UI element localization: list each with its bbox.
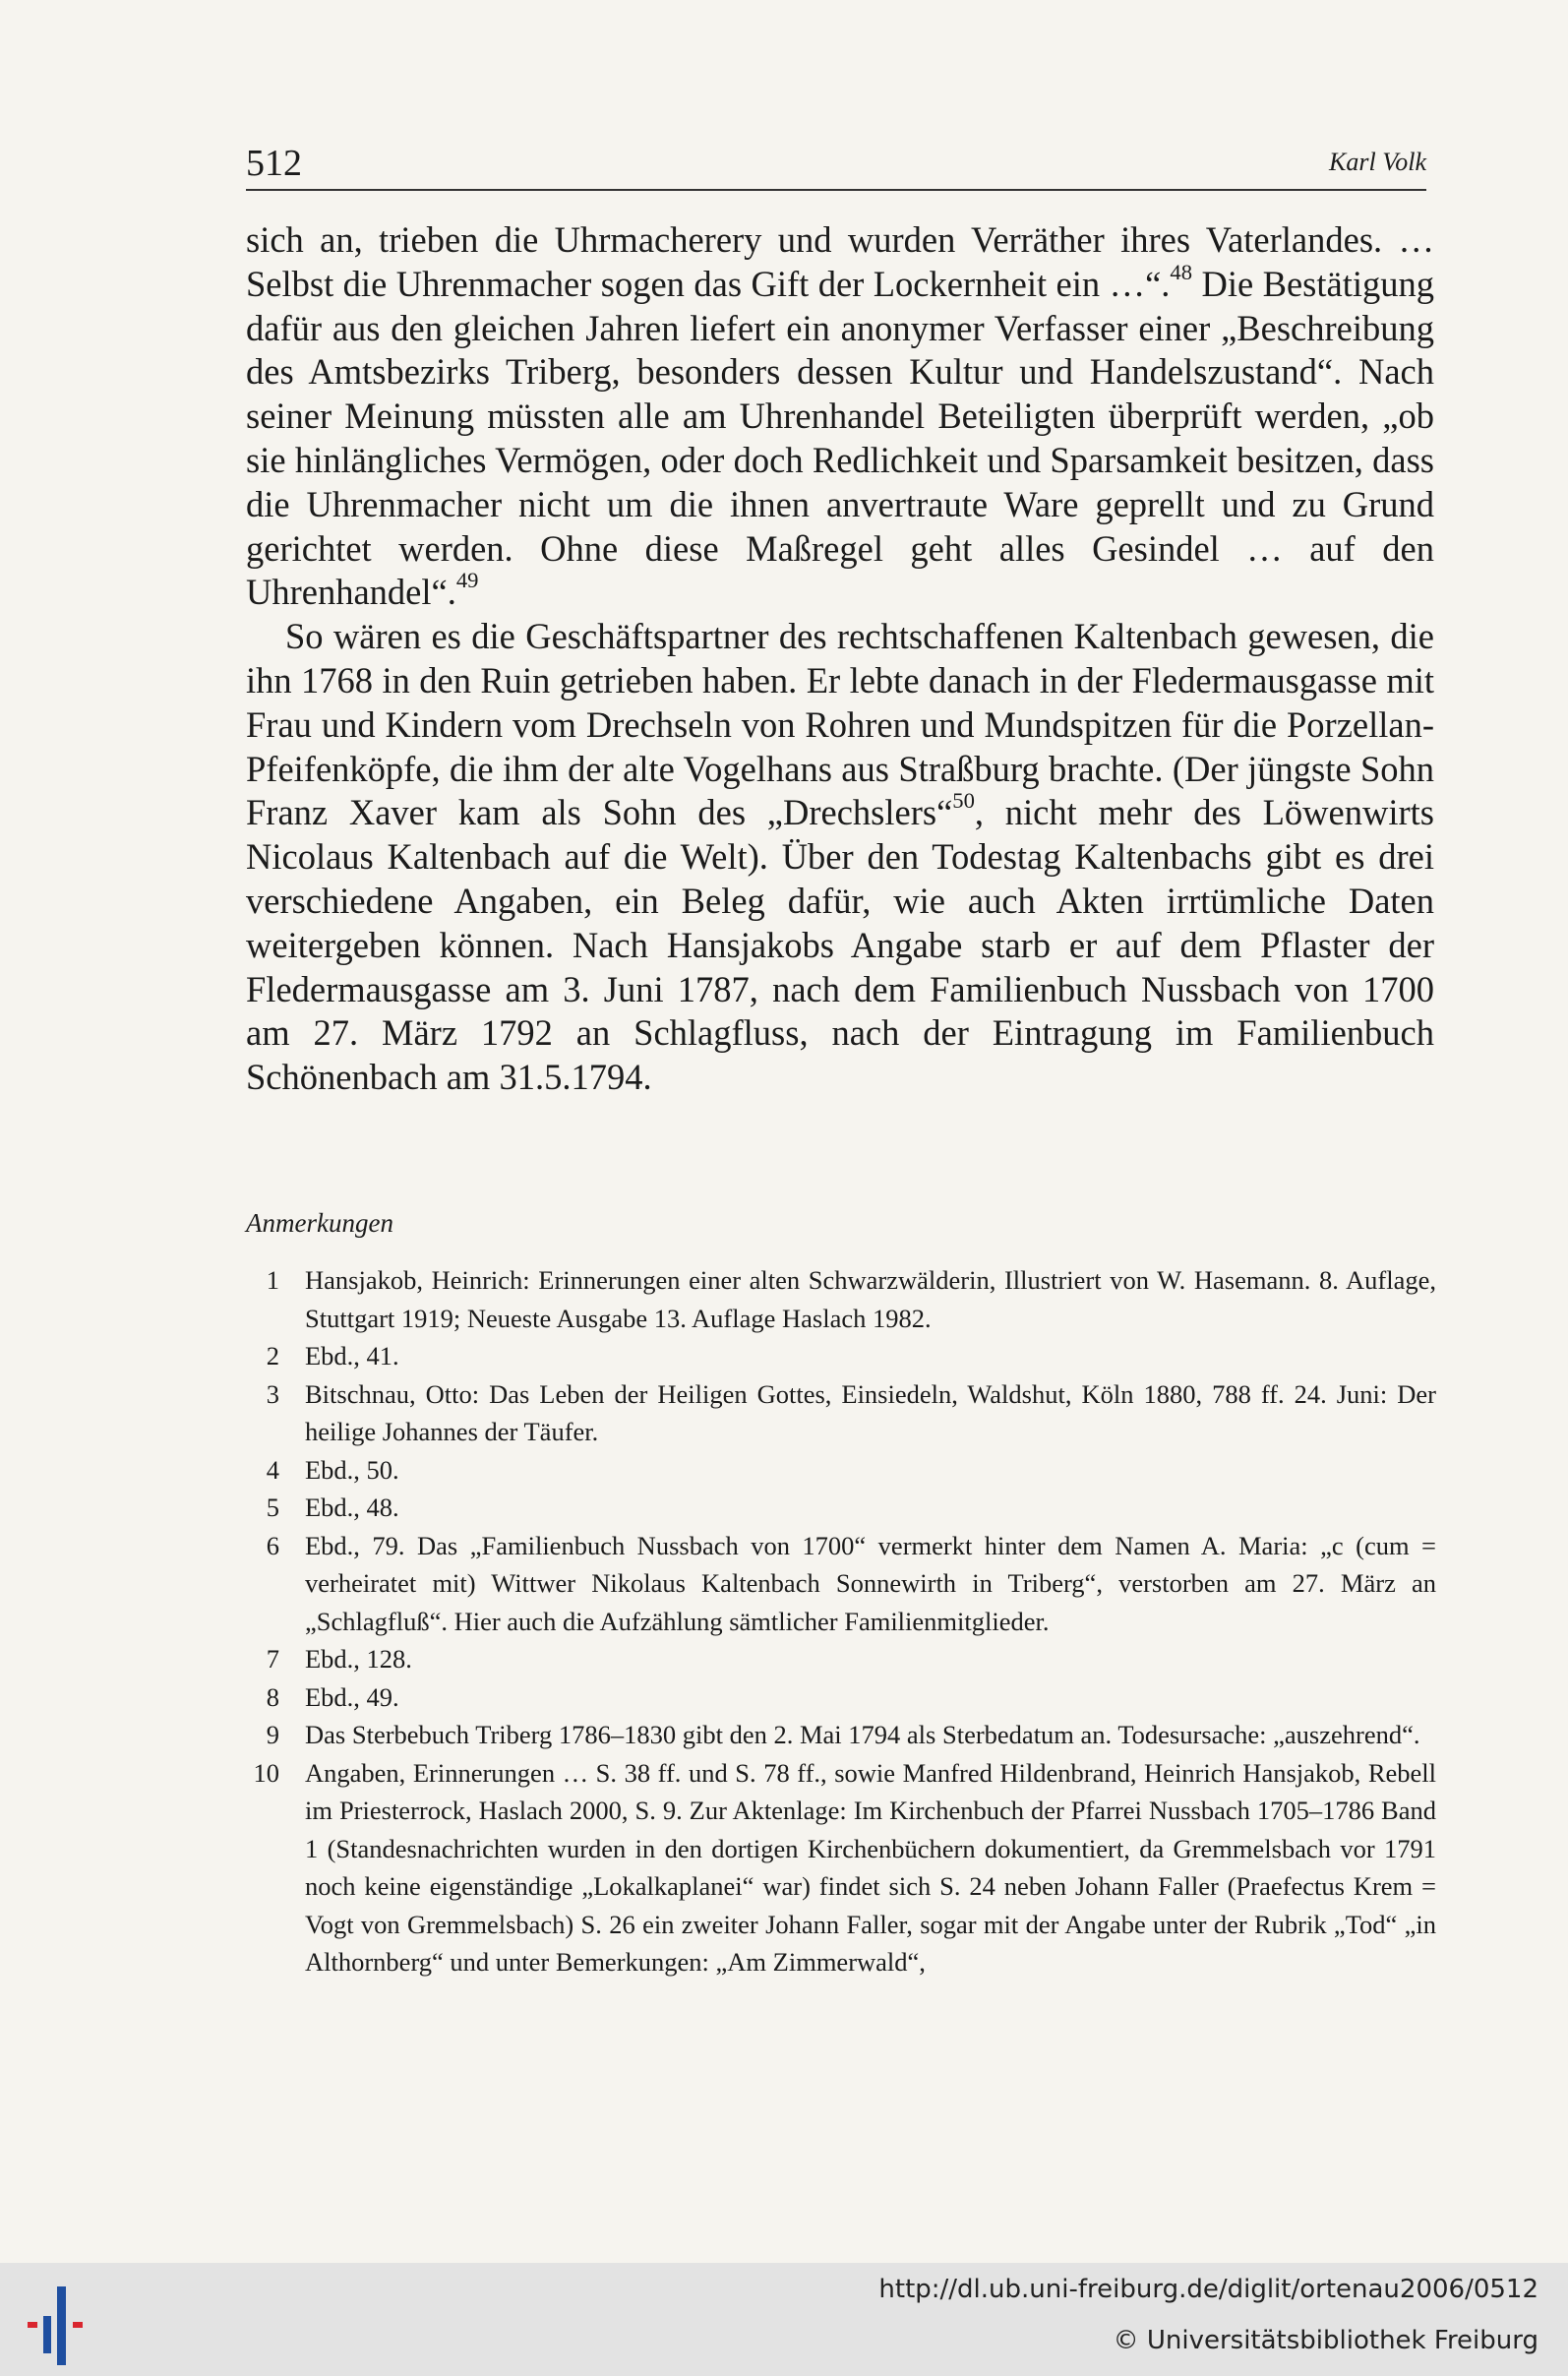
note-text: Ebd., 41. (305, 1341, 399, 1371)
note-item (246, 1337, 1436, 1375)
footnote-ref-50[interactable]: 50 (952, 788, 975, 814)
note-item (246, 1678, 1436, 1717)
paragraph-1 (246, 218, 1434, 615)
paragraph-2-part-a: So wären es die Geschäftspartner des rechtschaffenen Kaltenbach gewesen, die ihn 1768 in den Ruin getrieben haben. Er lebte danach in der Fledermausgasse mit Frau und Kindern vom Drechseln von Rohren und Mundspitzen für die Porzellan-Pfeifenköpfe, die ihm der alte Vogelhans aus Straßburg brachte. (Der jüngste Sohn Franz Xaver kam als Sohn des „Drechslers“ (246, 616, 1434, 833)
note-number: 5 (266, 1493, 279, 1522)
note-number: 3 (266, 1378, 279, 1409)
main-text (246, 218, 1434, 1100)
note-text: Bitschnau, Otto: Das Leben der Heiligen Gottes, Einsiedeln, Waldshut, Köln 1880, 788 ff. 24. Juni: Der heilige Johannes der Täufer. (305, 1378, 1436, 1446)
copyright-notice: © Universitätsbibliothek Freiburg (1113, 2326, 1538, 2355)
paragraph-1-part-a: sich an, trieben die Uhrmacherery und wurden Verräther ihres Vaterlandes. … Selbst die Uhrenmacher sogen das Gift der Lockernheit ein …“. (246, 219, 1434, 304)
footnote-ref-48[interactable]: 48 (1170, 259, 1193, 284)
note-item (246, 1261, 1436, 1337)
note-text: Ebd., 79. Das „Familienbuch Nussbach von 1700“ vermerkt hinter dem Namen A. Maria: „c (cum = verheiratet mit) Wittwer Nikolaus Kaltenbach Sonnewirth in Triberg“, verstorben am 27. März an „Schlagfluß“. Hier auch die Aufzählung sämtlicher Familienmitglieder. (305, 1530, 1436, 1636)
note-item (246, 1375, 1436, 1451)
note-item (246, 1527, 1436, 1641)
note-item (246, 1451, 1436, 1490)
note-text: Ebd., 49. (305, 1681, 399, 1712)
page-header (246, 138, 1426, 191)
note-number: 7 (266, 1644, 279, 1674)
ub-freiburg-logo-icon[interactable] (22, 2275, 100, 2368)
note-number: 1 (266, 1265, 279, 1295)
note-number: 9 (266, 1720, 279, 1749)
page-number: 512 (246, 143, 302, 184)
paragraph-2 (246, 615, 1434, 1100)
note-item (246, 1754, 1436, 1981)
note-text: Hansjakob, Heinrich: Erinnerungen einer alten Schwarzwälderin, Illustriert von W. Hasemann. 8. Auflage, Stuttgart 1919; Neueste Ausgabe 13. Auflage Haslach 1982. (305, 1265, 1436, 1333)
note-number: 10 (253, 1757, 279, 1788)
note-item (246, 1640, 1436, 1678)
note-number: 8 (266, 1681, 279, 1712)
note-text: Ebd., 128. (305, 1644, 412, 1674)
note-number: 4 (266, 1454, 279, 1485)
note-number: 2 (266, 1341, 279, 1371)
note-text: Ebd., 50. (305, 1454, 399, 1485)
paragraph-2-part-b: , nicht mehr des Löwenwirts Nicolaus Kaltenbach auf die Welt). Über den Todestag Kaltenbachs gibt es drei verschiedene Angaben, ein Beleg dafür, wie auch Akten irrtümliche Daten weitergeben können. Nach Hansjakobs Angabe starb er auf dem Pflaster der Fledermausgasse am 3. Juni 1787, nach dem Familienbuch Nussbach von 1700 am 27. März 1792 an Schlagfluss, nach der Eintragung im Familienbuch Schönenbach am 31.5.1794. (246, 792, 1434, 1098)
permalink-url[interactable]: http://dl.ub.uni-freiburg.de/diglit/ortenau2006/0512 (878, 2275, 1538, 2304)
running-head-author: Karl Volk (1329, 148, 1426, 176)
note-item (246, 1716, 1436, 1754)
footnote-ref-49[interactable]: 49 (455, 568, 479, 593)
paragraph-1-part-b: Die Bestätigung dafür aus den gleichen Jahren liefert ein anonymer Verfasser einer „Beschreibung des Amtsbezirks Triberg, besonders dessen Kultur und Handelszustand“. Nach seiner Meinung müssten alle am Uhrenhandel Beteiligten überprüft werden, „ob sie hinlängliches Vermögen, oder doch Redlichkeit und Sparsamkeit besitzen, dass die Uhrenmacher nicht um die ihnen anvertraute Ware geprellt und zu Grund gerichtet werden. Ohne diese Maßregel geht alles Gesindel … auf den Uhrenhandel“. (246, 263, 1434, 613)
note-text: Das Sterbebuch Triberg 1786–1830 gibt den 2. Mai 1794 als Sterbedatum an. Todesursache: „auszehrend“. (305, 1720, 1420, 1749)
note-text: Ebd., 48. (305, 1493, 399, 1522)
note-number: 6 (266, 1530, 279, 1560)
note-item (246, 1489, 1436, 1527)
notes-list (246, 1261, 1436, 1981)
note-text: Angaben, Erinnerungen … S. 38 ff. und S. 78 ff., sowie Manfred Hildenbrand, Heinrich Hansjakob, Rebell im Priesterrock, Haslach 2000, S. 9. Zur Aktenlage: Im Kirchenbuch der Pfarrei Nussbach 1705–1786 Band 1 (Standesnachrichten wurden in den dortigen Kirchenbüchern dokumentiert, da Gremmelsbach vor 1791 noch keine eigenständige „Lokalkaplanei“ war) findet sich S. 24 neben Johann Faller (Praefectus Krem = Vogt von Gremmelsbach) S. 26 ein zweiter Johann Faller, sogar mit der Angabe unter der Rubrik „Tod“ „in Althornberg“ und unter Bemerkungen: „Am Zimmerwald“, (305, 1757, 1436, 1977)
notes-heading: Anmerkungen (246, 1208, 393, 1238)
